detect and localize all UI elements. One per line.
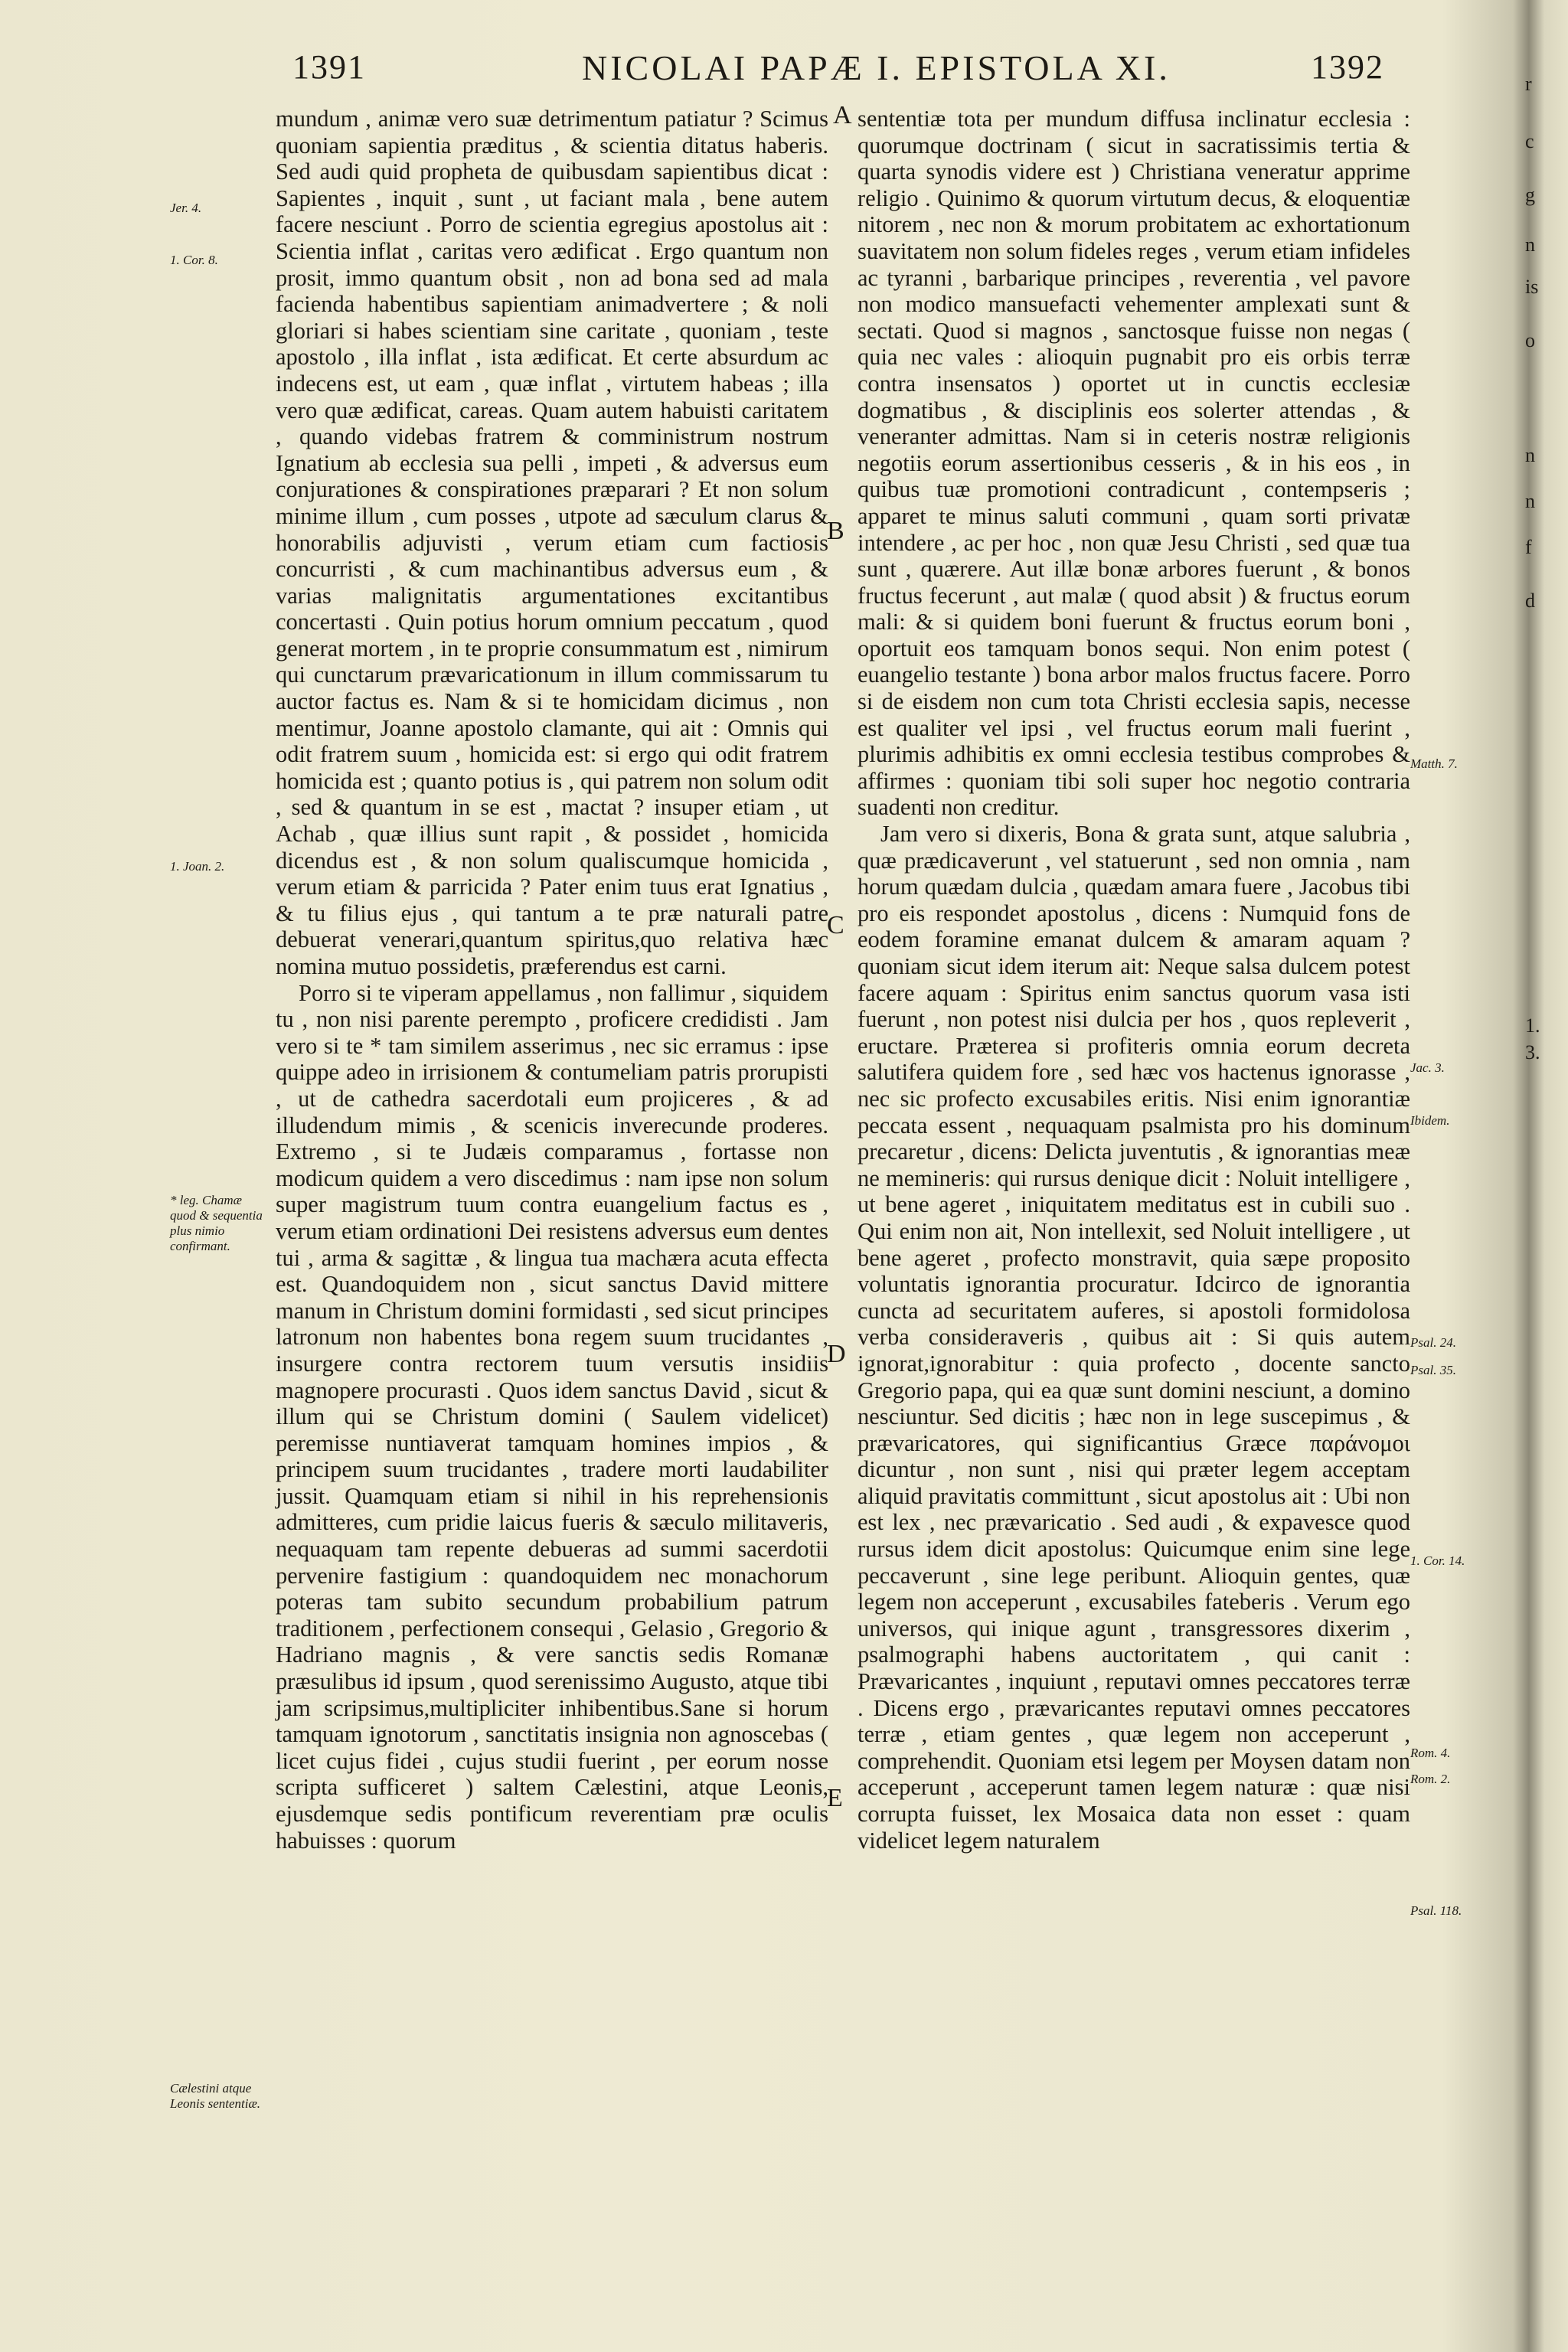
margin-reference-left: Cælestini atque Leonis sententiæ. bbox=[170, 2081, 261, 2111]
paragraph: mundum , animæ vero suæ detrimentum patiatur ? Scimus quoniam sapientia præditus , & scientia ditatus haberis. Sed audi quid propheta de quibusdam sapientibus dicat : Sapientes , inquit , sunt , ut faciant mala , bene autem facere nesciunt . Porro de scientia egregius apostolus ait : Scientia inflat , caritas vero ædificat . Ergo quantum non prosit, immo quantum obsit , non ad bona sed ad mala facienda habentibus sapientiam animadvertere ; & noli gloriari si habes scientiam sine caritate , quoniam , teste apostolo , illa inflat , ista ædificat. Et certe absurdum ac indecens est, ut eam , quæ inflat , virtutem habeas ; illa vero quæ ædificat, careas. Quam autem habuisti caritatem , quando videbas fratrem & comministrum nostrum Ignatium ab ecclesia sua pelli , impeti , & adversus eum conjurationes & conspirationes præparari ? Et non solum minime illum , cum posses , utpote ad sæculum clarus & honorabilis adjuvisti , verum etiam cum factiosis concurristi , & cum machinantibus adversus eum , & varias malignitatis argumentationes excitantibus concertasti . Quin potius horum omnium peccatum , quod generat mortem , in te proprie consummatum est , nimirum qui cunctarum prævaricationum in illum commissarum tu auctor factus es. Nam & si te homicidam dicimus , non mentimur, Joanne apostolo clamante, qui ait : Omnis qui odit fratrem suum , homicida est: si ergo qui odit fratrem homicida est ; quanto potius is , qui patrem non solum odit , sed & quantum in se est , mactat ? insuper etiam , ut Achab , quæ illius sunt rapit , & possidet , homicida dicendus est , & non solum qualiscumque homicida , verum etiam & parricida ? Pater enim tuus erat Ignatius , & tu filius ejus , qui tantum a te præ naturali patre debuerat venerari,quantum spiritus,quo relativa hæc nomina mutuo possidetis, præferendus est carni. bbox=[276, 106, 828, 979]
edge-text-fragment: d bbox=[1525, 590, 1535, 612]
edge-text-fragment: g bbox=[1525, 184, 1535, 206]
margin-reference-right: Rom. 2. bbox=[1410, 1772, 1451, 1786]
margin-reference-right: 1. Cor. 14. bbox=[1410, 1553, 1465, 1568]
section-letter: C bbox=[827, 911, 844, 939]
margin-reference-right: Ibidem. bbox=[1410, 1113, 1450, 1128]
edge-text-fragment: o bbox=[1525, 329, 1535, 351]
edge-text-fragment: r bbox=[1525, 73, 1532, 95]
edge-text-fragment: n bbox=[1525, 444, 1535, 466]
edge-text-fragment: c bbox=[1525, 130, 1534, 152]
section-letter: A bbox=[833, 101, 852, 129]
margin-reference-left: 1. Cor. 8. bbox=[170, 253, 218, 267]
running-title: NICOLAI PAPÆ I. EPISTOLA XI. bbox=[582, 48, 1171, 87]
edge-text-fragment: is bbox=[1525, 276, 1539, 298]
page-number-left: 1391 bbox=[292, 48, 366, 86]
text-column-left bbox=[276, 106, 828, 1854]
margin-reference-right: Jac. 3. bbox=[1410, 1060, 1445, 1075]
margin-reference-left: 1. Joan. 2. bbox=[170, 859, 225, 874]
section-letter: E bbox=[827, 1784, 843, 1812]
section-letter: D bbox=[827, 1340, 846, 1368]
section-letter: B bbox=[827, 517, 844, 545]
paragraph: Porro si te viperam appellamus , non fallimur , siquidem tu , non nisi parente perempto , proficere credidisti . Jam vero si te * tam similem asserimus , nec sic erramus : ipse quippe adeo in irrisionem & contumeliam patris prorupisti , ut de cathedra sacerdotali eum projiceres , & ad illudendum mimis , & scenicis inverecunde proderes. Extremo , si te Judæis comparamus , fortasse non modicum quidem a vero discedimus : nam ipse non solum super magistrum tuum contra euangelium factus es , verum etiam ordinationi Dei resistens adversus eum dentes tui , arma & sagittæ , & lingua tua machæra acuta effecta est. Quandoquidem non , sicut sanctus David mittere manum in Christum domini formidasti , sed sicut principes latronum non habentes bona regem suum trucidantes , insurgere contra rectorem tuum versutis insidiis magnopere procurasti . Quos idem sanctus David , sicut & illum qui se Christum domini ( Saulem videlicet) peremisse nuntiaverat tamquam homines impios , & principem suum trucidantes , tradere morti laudabiliter jussit. Quamquam etiam si nihil in his reprehensionis admitteres, cum pridie laicus fueris & sæculo militaveris, nequaquam tam repente debueras ad summi sacerdotii pervenire fastigium : quandoquidem nec monachorum poteras tam subito secundum probabilium patrum traditionem , perfectionem consequi , Gelasio , Gregorio & Hadriano magnis , & vere sanctis sedis Romanæ præsulibus id ipsum , quod serenissimo Augusto, atque tibi jam scripsimus,multipliciter inhibentibus.Sane si horum tamquam ignotorum , sanctitatis insignia non agnoscebas ( licet cujus fidei , cujus studii fuerint , per eorum nosse scripta sufficeret ) saltem Cælestini, atque Leonis, ejusdemque sedis pontificum reverentiam præ oculis habuisses : quorum bbox=[276, 979, 828, 1854]
margin-reference-right: Rom. 4. bbox=[1410, 1746, 1451, 1760]
edge-text-fragment: f bbox=[1525, 536, 1532, 558]
margin-reference-right: Matth. 7. bbox=[1410, 756, 1458, 771]
edge-text-fragment: 1. bbox=[1525, 1014, 1540, 1037]
margin-reference-right: Psal. 24. bbox=[1410, 1335, 1456, 1350]
paragraph: sententiæ tota per mundum diffusa inclinatur ecclesia : quorumque doctrinam ( sicut in sacratissimis tertia & quarta synodis videre est ) Christiana veneratur apprime religio . Quinimo & quorum virtutum decus, & eloquentiæ nitorem , nec non & morum probitatem ac exhortationum suavitatem non solum fideles reges , verum etiam infideles ac tyranni , barbarique principes , reverentia , vel pavore non modico mansuefacti vehementer amplexati sunt & sectati. Quod si magnos , sanctosque fuisse non negas ( quia nec vales : alioquin pugnabit pro eis orbis terræ contra insensatos ) oportet ut in cunctis ecclesiæ dogmatibus , & disciplinis eos solerter attendas , & veneranter admittas. Nam si in ceteris nostræ religionis negotiis eorum assertionibus cesseris , & in his eos , in quibus tuæ promotioni contradicunt , contempseris ; apparet te minus saluti communi , quam sorti privatæ intendere , ac per hoc , non quæ Jesu Christi , sed quæ tua sunt , quærere. Aut illæ bonæ arbores fuerunt , & bonos fructus fecerunt , aut malæ ( quod absit ) & fructus eorum mali: & si quidem boni fuerunt & fructus eorum boni , oportuit eos tamquam bonos sequi. Non enim potest ( euangelio testante ) bona arbor malos fructus facere. Porro si de eisdem non cum tota Christi ecclesia sapis, necesse est qualiter vel ipsi , vel fructus eorum mali fuerint , plurimis adhibitis ex omni ecclesia testibus comprobes & affirmes : quoniam tibi soli super hoc negotio contraria suadenti non creditur. bbox=[858, 106, 1410, 821]
edge-text-fragment: n bbox=[1525, 490, 1535, 512]
page-number-right: 1392 bbox=[1311, 48, 1384, 86]
text-column-right bbox=[858, 106, 1410, 1854]
margin-reference-left: * leg. Chamæ quod & sequentia plus nimio confirmant. bbox=[170, 1193, 263, 1253]
margin-reference-left: Jer. 4. bbox=[170, 201, 202, 215]
margin-reference-right: Psal. 118. bbox=[1410, 1903, 1462, 1918]
edge-text-fragment: 3. bbox=[1525, 1041, 1540, 1063]
edge-text-fragment: n bbox=[1525, 234, 1535, 256]
margin-reference-right: Psal. 35. bbox=[1410, 1363, 1456, 1377]
paragraph: Jam vero si dixeris, Bona & grata sunt, atque salubria , quæ prædicaverunt , vel statuerunt , sed non omnia , nam horum quædam dulcia , quædam amara fuere , Jacobus tibi pro eis respondet apostolus , dicens : Numquid fons de eodem foramine emanat dulcem & amaram aquam ? quoniam sicut idem iterum ait: Neque salsa dulcem potest facere aquam : Spiritus enim sanctus quorum vasa isti fuerunt , non potest nisi dulcia per hos , quos repleverit , eructare. Præterea si profiteris omnia eorum decreta salutifera quidem fore , sed hæc vos hactenus ignorasse , nec sic profecto excusabiles eritis. Nisi enim ignorantiæ peccata essent , nequaquam psalmista pro his dominum precaretur , dicens: Delicta juventutis , & ignorantias meæ ne memineris: qui rursus denique dicit : Noluit intelligere , ut bene ageret , iniquitatem meditatus est in cubili suo . Qui enim non ait, Non intellexit, sed Noluit intelligere , ut bene ageret , profecto monstravit, quia sæpe proposito voluntatis ignorantia procuratur. Idcirco de ignorantia cuncta ad securitatem auferes, si apostoli formidolosa verba considerаveris , quibus ait : Si quis autem ignorat,ignorabitur : quia profecto , docente sancto Gregorio papa, qui ea quæ sunt domini nesciunt, a domino nesciuntur. Sed dicitis ; hæc non in lege suscepimus , & prævaricatores, qui significantius Græce παράνομοι dicuntur , non sunt , nisi qui præter legem acceptam aliquid pravitatis committunt , sicut apostolus ait : Ubi non est lex , nec prævaricatio . Sed audi , & expavesce quod rursus idem dicit apostolus: Quicumque enim sine lege peccaverunt , sine lege peribunt. Alioquin gentes, quæ legem non acceperunt , excusabiles fateberis . Verum ego universos, qui inique agunt , transgressores dixerim , psalmographi habens auctoritatem , qui canit : Prævaricantes , inquiunt , reputavi omnes peccatores terræ . Dicens ergo , prævaricantes reputavi omnes peccatores terræ , etiam gentes , quæ legem non acceperunt , comprehendit. Quoniam etsi legem per Moysen datam non acceperunt , acceperunt tamen legem naturæ : quæ nisi corrupta fuisset, lex Mosaica data non esset : quam videlicet legem naturalem bbox=[858, 821, 1410, 1854]
